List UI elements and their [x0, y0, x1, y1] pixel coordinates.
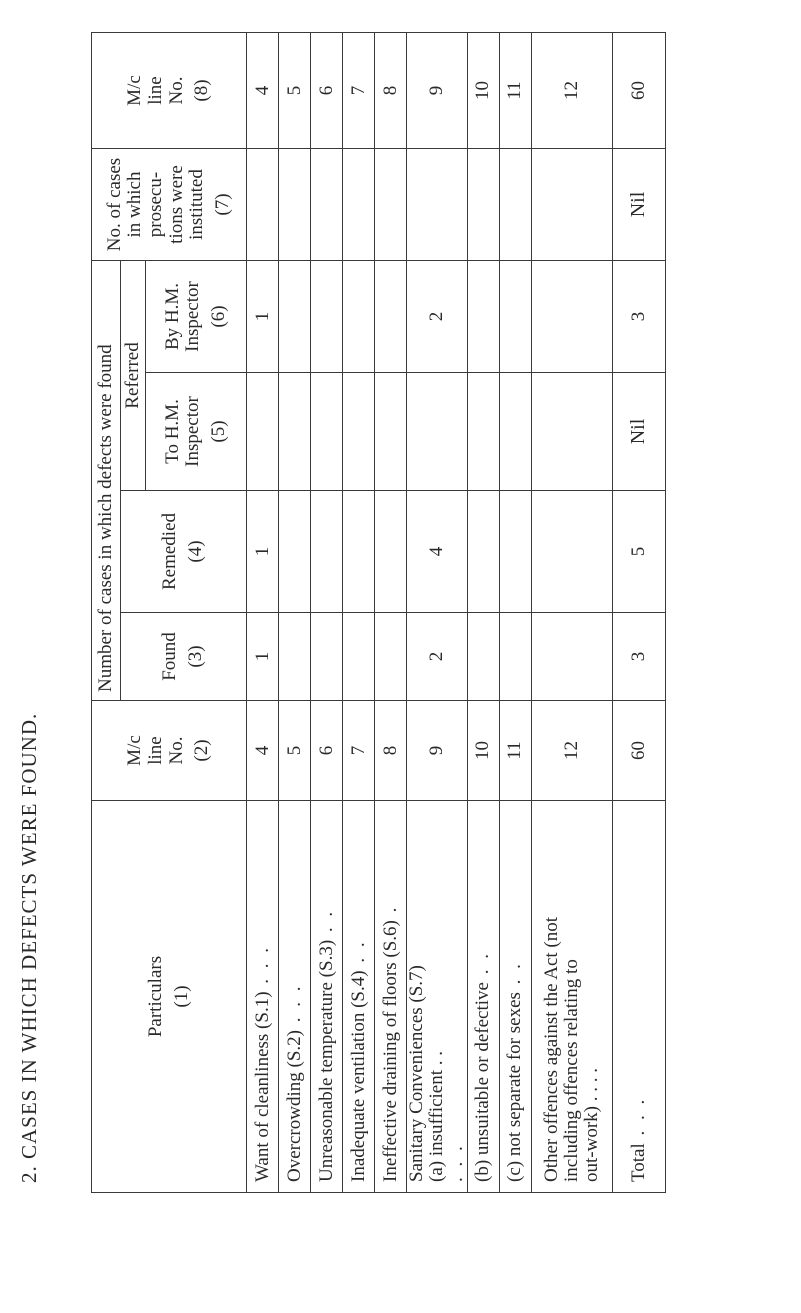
particular-text: (a) insufficient . . [425, 1050, 447, 1182]
total-line-b: 60 [612, 33, 665, 149]
cell-to-hm [343, 373, 375, 491]
cell-by-hm [467, 261, 499, 373]
table-row [499, 33, 531, 1193]
mc-line-b-label: No. [165, 76, 187, 105]
mc-line-header [92, 701, 247, 801]
found-header [121, 613, 247, 701]
total-prosecutions: Nil [612, 149, 665, 261]
prosecutions-label: instituted [186, 169, 208, 240]
defects-table [91, 32, 666, 1193]
remedied-header [121, 491, 247, 613]
particulars-label: Particulars [144, 955, 166, 1038]
prosecutions-label: in which [124, 171, 146, 238]
particular-text: including offences relating to [560, 959, 582, 1182]
table-row [407, 33, 468, 1193]
cell-line: 7 [343, 701, 375, 801]
cell-to-hm [467, 373, 499, 491]
cell-found [375, 613, 407, 701]
cell-by-hm: 2 [407, 261, 468, 373]
particular-text: Want of cleanliness (S.1) [251, 991, 273, 1182]
leader-dots: . . [315, 908, 337, 940]
particular-text: Unreasonable temperature (S.3) [315, 939, 337, 1182]
cell-found: 2 [407, 613, 468, 701]
particular-cell [531, 801, 612, 1193]
to-hm-label: To H.M. [161, 399, 183, 464]
particular-cell [311, 801, 343, 1193]
to-hm-label: Inspector [182, 396, 204, 467]
cell-remedied [343, 491, 375, 613]
table-row [531, 33, 612, 1193]
cell-line: 10 [467, 701, 499, 801]
cell-remedied: 1 [247, 491, 279, 613]
total-by-hm: 3 [612, 261, 665, 373]
particular-text: Overcrowding (S.2) [283, 1030, 305, 1182]
remedied-label: Remedied [159, 512, 181, 591]
cell-line: 9 [407, 701, 468, 801]
particular-text: Sanitary Conveniences (S.7) [406, 965, 427, 1182]
total-label: Total [627, 1143, 649, 1182]
cell-found [531, 613, 612, 701]
cell-remedied [375, 491, 407, 613]
total-row [612, 33, 665, 1193]
leader-dots: . . . [251, 944, 273, 992]
leader-dots: . . [504, 961, 526, 993]
table-row [467, 33, 499, 1193]
cell-to-hm [279, 373, 311, 491]
by-hm-colnum: (6) [207, 305, 229, 328]
prosecutions-label: prosecu- [144, 171, 166, 238]
mc-line-label: M/c [124, 735, 146, 766]
particular-cell [279, 801, 311, 1193]
prosecutions-colnum: (7) [211, 193, 233, 216]
total-remedied: 5 [612, 491, 665, 613]
table-row [343, 33, 375, 1193]
total-line: 60 [612, 701, 665, 801]
cell-by-hm: 1 [247, 261, 279, 373]
particular-text: (b) unsuitable or defective [472, 982, 494, 1182]
cell-line: 6 [311, 701, 343, 801]
cell-prosecutions [467, 149, 499, 261]
cell-found [343, 613, 375, 701]
cell-line-b: 5 [279, 33, 311, 149]
total-found: 3 [612, 613, 665, 701]
particular-cell [375, 801, 407, 1193]
cell-prosecutions [311, 149, 343, 261]
leader-dots: . . [472, 951, 494, 983]
particular-cell [467, 801, 499, 1193]
cell-found [311, 613, 343, 701]
found-label: Found [159, 632, 181, 681]
cell-line: 5 [279, 701, 311, 801]
particular-text: (c) not separate for sexes [504, 992, 526, 1182]
mc-line-b-header [92, 33, 247, 149]
cell-to-hm [407, 373, 468, 491]
by-hm-label: By H.M. [161, 282, 183, 351]
by-hm-header [146, 261, 247, 373]
cell-remedied: 4 [407, 491, 468, 613]
cell-prosecutions [375, 149, 407, 261]
cell-by-hm [279, 261, 311, 373]
cell-line: 11 [499, 701, 531, 801]
cell-prosecutions [343, 149, 375, 261]
mc-line-colnum: (2) [191, 739, 213, 762]
cell-line-b: 12 [531, 33, 612, 149]
cell-prosecutions [531, 149, 612, 261]
cell-line-b: 7 [343, 33, 375, 149]
cell-prosecutions [279, 149, 311, 261]
table-row [279, 33, 311, 1193]
cell-line-b: 10 [467, 33, 499, 149]
mc-line-label: No. [165, 736, 187, 765]
cell-remedied [499, 491, 531, 613]
cell-line-b: 9 [407, 33, 468, 149]
prosecutions-label: No. of cases [103, 157, 125, 252]
cell-to-hm [311, 373, 343, 491]
particular-text: Ineffective draining of floors (S.6) [379, 920, 401, 1182]
page-heading: 2. CASES IN WHICH DEFECTS WERE FOUND. [17, 712, 41, 1183]
to-hm-header [146, 373, 247, 491]
cell-line-b: 8 [375, 33, 407, 149]
cell-remedied [467, 491, 499, 613]
cell-remedied [311, 491, 343, 613]
table-row [247, 33, 279, 1193]
by-hm-label: Inspector [182, 281, 204, 352]
cell-found [499, 613, 531, 701]
mc-line-b-label: line [144, 76, 166, 105]
referred-header: Referred [121, 261, 146, 491]
mc-line-label: line [144, 736, 166, 765]
total-label-cell [612, 801, 665, 1193]
particular-cell [343, 801, 375, 1193]
leader-dots: . . . [283, 983, 305, 1031]
particular-cell [499, 801, 531, 1193]
cell-found: 1 [247, 613, 279, 701]
cell-to-hm [531, 373, 612, 491]
group-header: Number of cases in which defects were found [92, 261, 121, 701]
particular-cell [407, 801, 468, 1193]
cell-line: 8 [375, 701, 407, 801]
cell-to-hm [247, 373, 279, 491]
cell-by-hm [499, 261, 531, 373]
particulars-header [92, 801, 247, 1193]
particular-text: out-work) . . . . [580, 1068, 602, 1182]
cell-line-b: 11 [499, 33, 531, 149]
cell-prosecutions [407, 149, 468, 261]
cell-found [467, 613, 499, 701]
cell-line-b: 4 [247, 33, 279, 149]
found-colnum: (3) [185, 645, 206, 668]
cell-by-hm [311, 261, 343, 373]
cell-by-hm [531, 261, 612, 373]
particular-text: Inadequate ventilation (S.4) [347, 970, 369, 1182]
cell-line: 12 [531, 701, 612, 801]
cell-remedied [279, 491, 311, 613]
cell-remedied [531, 491, 612, 613]
mc-line-b-colnum: (8) [191, 79, 213, 102]
cell-line-b: 6 [311, 33, 343, 149]
to-hm-colnum: (5) [207, 420, 229, 443]
mc-line-b-label: M/c [124, 75, 146, 106]
leader-dots: . . . [627, 1096, 649, 1144]
remedied-colnum: (4) [185, 540, 206, 563]
table-row [375, 33, 407, 1193]
prosecutions-label: tions were [165, 165, 187, 244]
cell-prosecutions [247, 149, 279, 261]
leader-dots: . . [347, 939, 369, 971]
table-row [311, 33, 343, 1193]
leader-dots: . . . [445, 1143, 467, 1182]
cell-line: 4 [247, 701, 279, 801]
cell-prosecutions [499, 149, 531, 261]
cell-to-hm [375, 373, 407, 491]
total-to-hm: Nil [612, 373, 665, 491]
particulars-colnum: (1) [170, 985, 192, 1008]
cell-to-hm [499, 373, 531, 491]
cell-by-hm [343, 261, 375, 373]
leader-dots: . [379, 904, 401, 921]
cell-by-hm [375, 261, 407, 373]
cell-found [279, 613, 311, 701]
particular-cell [247, 801, 279, 1193]
prosecutions-header [92, 149, 247, 261]
particular-text: Other offences against the Act (not [540, 916, 562, 1182]
